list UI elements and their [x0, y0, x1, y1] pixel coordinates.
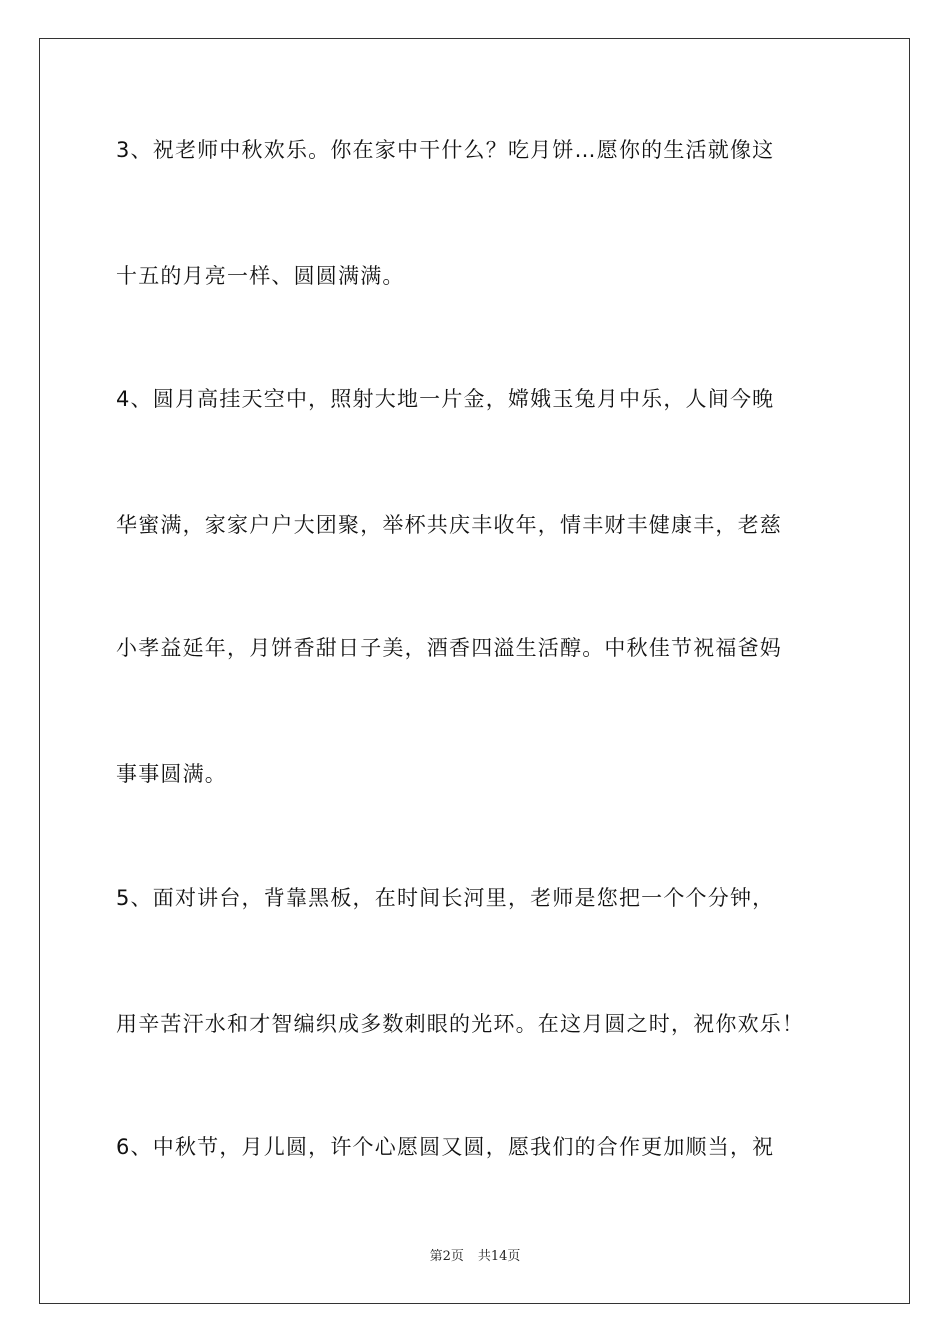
text-line-2: 十五的月亮一样、圆圆满满。 — [116, 264, 405, 288]
text-line-6: 事事圆满。 — [116, 762, 227, 786]
text-line-3: 4、圆月高挂天空中，照射大地一片金，嫦娥玉兔月中乐，人间今晚 — [116, 387, 775, 411]
page-footer — [0, 1248, 950, 1266]
current-page-label: 第2页 — [429, 1249, 464, 1264]
total-pages-label: 共14页 — [477, 1249, 521, 1264]
text-line-9: 6、中秋节，月儿圆，许个心愿圆又圆，愿我们的合作更加顺当，祝 — [116, 1135, 775, 1159]
text-line-4: 华蜜满，家家户户大团聚，举杯共庆丰收年，情丰财丰健康丰，老慈 — [116, 513, 782, 537]
page-border — [39, 38, 910, 1304]
text-line-5: 小孝益延年，月饼香甜日子美，酒香四溢生活醇。中秋佳节祝福爸妈 — [116, 636, 782, 660]
text-line-7: 5、面对讲台，背靠黑板，在时间长河里，老师是您把一个个分钟， — [116, 886, 775, 910]
text-line-1: 3、祝老师中秋欢乐。你在家中干什么？吃月饼…愿你的生活就像这 — [116, 138, 775, 162]
text-line-8: 用辛苦汗水和才智编织成多数刺眼的光环。在这月圆之时，祝你欢乐！ — [116, 1012, 805, 1036]
